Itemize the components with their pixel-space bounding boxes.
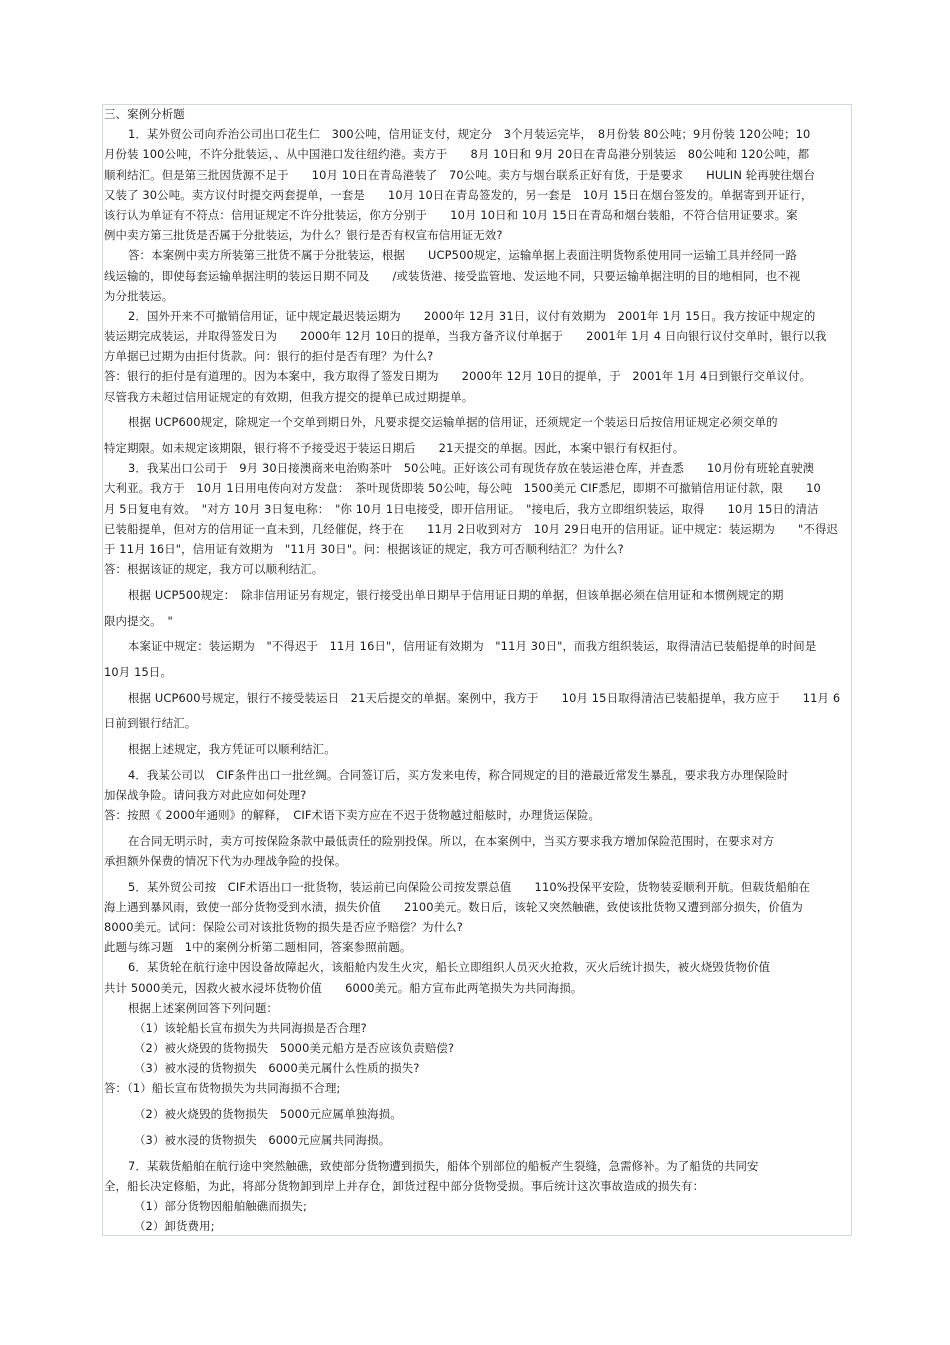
- text-line: 尽管我方未超过信用证规定的有效期，但我方提交的提单已成过期提单。: [104, 389, 474, 404]
- text-line: 7．某载货船舶在航行途中突然触礁，致使部分货物遭到损失，船体个别部位的船板产生裂缝，急需修补。为了船货的共同安: [128, 1158, 759, 1173]
- text-line: 承担额外保费的情况下代为办理战争险的投保。: [104, 853, 347, 868]
- text-line: 为分批装运。: [104, 288, 174, 303]
- text-line: 10月 15日。: [104, 664, 172, 679]
- text-line: 加保战争险。请问我方对此应如何处理?: [104, 787, 307, 802]
- text-line: 6．某货轮在航行途中因设备故障起火，该船舱内发生火灾，船长立即组织人员灭火抢救，灭火后统计损失，被火烧毁货物价值: [128, 960, 771, 975]
- text-line: 答：（1）船长宣布货物损失为共同海损不合理;: [104, 1081, 341, 1096]
- text-line: 答：本案例中卖方所装第三批货不属于分批装运，根据 UCP500规定，运输单据上表面注明货物系使用同一运输工具并经同一路: [128, 248, 797, 263]
- text-line: 1．某外贸公司向乔治公司出口花生仁 300公吨，信用证支付，规定分 3个月装运完毕， 8月份装 80公吨；9月份装 120公吨；10: [128, 127, 811, 142]
- text-line: 装运期完成装运，并取得签发日为 2000年 12月 10日的提单，当我方备齐议付单据于 2001年 1月 4 日向银行议付交单时，银行以我: [104, 329, 827, 344]
- text-line: 全，船长决定修船，为此，将部分货物卸到岸上并存仓，卸货过程中部分货物受损。事后统计这次事故造成的损失有：: [104, 1178, 705, 1193]
- text-line: 共计 5000美元，因救火被水浸坏货物价值 6000美元。船方宣布此两笔损失为共同海损。: [104, 980, 583, 995]
- text-line: 已装船提单，但对方的信用证一直未到，几经催促，终于在 11月 2日收到对方 10月 29日电开的信用证。证中规定：装运期为 "不得迟: [104, 521, 839, 536]
- text-line: 顺利结汇。但是第三批因货源不足于 10月 10日在青岛港装了 70公吨。卖方与烟台联系正好有货，于是要求 HULIN 轮再驶往烟台: [104, 167, 815, 182]
- text-line: 线运输的，即使每套运输单据注明的装运日期不同及 /或装货港、接受监管地、发运地不同，只要运输单据注明的目的地相同，也不视: [104, 268, 801, 283]
- text-line: 8000美元。试问：保险公司对该批货物的损失是否应予赔偿？为什么?: [104, 919, 463, 934]
- text-line: （2）卸货费用;: [134, 1219, 215, 1234]
- text-line: 于 11月 16日"，信用证有效期为 "11月 30日"。问：根据该证的规定，我方可否顺利结汇？为什么?: [104, 541, 624, 556]
- text-line: 三、案例分析题: [104, 107, 185, 121]
- document-body: [104, 104, 852, 1236]
- text-line: 方单据已过期为由拒付货款。问：银行的拒付是否有理？为什么?: [104, 349, 434, 364]
- text-line: 3．我某出口公司于 9月 30日接澳商来电治购茶叶 50公吨。正好该公司有现货存放在装运港仓库，并查悉 10月份有班轮直驶澳: [128, 461, 815, 476]
- text-line: 2．国外开来不可撤销信用证，证中规定最迟装运期为 2000年 12月 31日，议付有效期为 2001年 1月 15日。我方按证中规定的: [128, 308, 816, 323]
- text-line: 根据 UCP600号规定，银行不接受装运日 21天后提交的单据。案例中，我方于 10月 15日取得清洁已装船提单，我方应于 11月 6: [128, 690, 841, 705]
- text-line: （2）被火烧毁的货物损失 5000元应属单独海损。: [134, 1107, 402, 1122]
- text-line: （3）被水浸的货物损失 6000美元属什么性质的损失?: [134, 1061, 420, 1076]
- text-line: 限内提交。 ": [104, 613, 173, 628]
- text-line: 答：按照《 2000年通则》的解释， CIF术语下卖方应在不迟于货物越过船舷时，办理货运保险。: [104, 808, 601, 822]
- text-line: 又装了 30公吨。卖方议付时提交两套提单，一套是 10月 10日在青岛签发的，另一套是 10月 15日在烟台签发的。单据寄到开证行，: [104, 187, 813, 202]
- text-line: 答：根据该证的规定，我方可以顺利结汇。: [104, 562, 324, 577]
- text-line: 4．我某公司以 CIF条件出口一批丝绸。合同签订后，买方发来电传，称合同规定的目的港最近常发生暴乱，要求我方办理保险时: [128, 767, 789, 782]
- text-line: 此题与练习题 1中的案例分析第二题相同，答案参照前题。: [104, 940, 412, 955]
- text-line: 月份装 100公吨，不许分批装运，、从中国港口发往纽约港。卖方于 8月 10日和 9月 20日在青岛港分别装运 80公吨和 120公吨，都: [104, 147, 810, 162]
- text-line: 该行认为单证有不符点：信用证规定不许分批装运，你方分别于 10月 10日和 10月 15日在青岛和烟台装船，不符合信用证要求。案: [104, 207, 798, 222]
- text-line: 月 5日复电有效。 "对方 10月 3日复电称： "你 10月 1日电接受，即开信用证。 "接电后，我方立即组织装运，取得 10月 15日的清洁: [104, 501, 819, 516]
- text-line: （1）部分货物因船舶触礁而损失;: [134, 1198, 307, 1213]
- text-line: 本案证中规定：装运期为 "不得迟于 11月 16日"，信用证有效期为 "11月 30日"，而我方组织装运，取得清洁已装船提单的时间是: [128, 639, 817, 654]
- text-line: 特定期限。如未规定该期限，银行将不予接受迟于装运日期后 21天提交的单据。因此，本案中银行有权拒付。: [104, 441, 685, 455]
- text-line: 例中卖方第三批货是否属于分批装运，为什么？银行是否有权宣布信用证无效?: [104, 228, 503, 243]
- text-line: 根据上述规定，我方凭证可以顺利结汇。: [128, 741, 336, 756]
- text-line: 日前到银行结汇。: [104, 716, 197, 731]
- text-line: 大利亚。我方于 10月 1日用电传向对方发盘： 茶叶现货即装 50公吨，每公吨 1500美元 CIF悉尼，即期不可撤销信用证付款，限 10: [104, 481, 821, 496]
- text-line: （1）该轮船长宣布损失为共同海损是否合理?: [134, 1020, 367, 1035]
- text-line: 根据 UCP500规定： 除非信用证另有规定，银行接受出单日期早于信用证日期的单据，但该单据必须在信用证和本惯例规定的期: [128, 587, 784, 602]
- text-line: 海上遇到暴风雨，致使一部分货物受到水渍，损失价值 2100美元。数日后，该轮又突然触礁，致使该批货物又遭到部分损失，价值为: [104, 899, 803, 914]
- text-line: （3）被水浸的货物损失 6000元应属共同海损。: [134, 1132, 391, 1147]
- text-line: （2）被火烧毁的货物损失 5000美元船方是否应该负责赔偿?: [134, 1041, 455, 1056]
- text-line: 5．某外贸公司按 CIF术语出口一批货物，装运前已向保险公司按发票总值 110%投保平安险，货物装妥顺利开航。但载货船舶在: [128, 879, 811, 894]
- text-line: 根据上述案例回答下列问题：: [128, 1000, 279, 1015]
- text-line: 答：银行的拒付是有道理的。因为本案中，我方取得了签发日期为 2000年 12月 10日的提单，于 2001年 1月 4日到银行交单议付。: [104, 369, 812, 384]
- text-line: 根据 UCP600规定，除规定一个交单到期日外，凡要求提交运输单据的信用证，还须规定一个装运日后按信用证规定必须交单的: [128, 415, 778, 430]
- text-line: 在合同无明示时，卖方可按保险条款中最低责任的险别投保。所以，在本案例中，当买方要求我方增加保险范围时，在要求对方: [128, 833, 775, 848]
